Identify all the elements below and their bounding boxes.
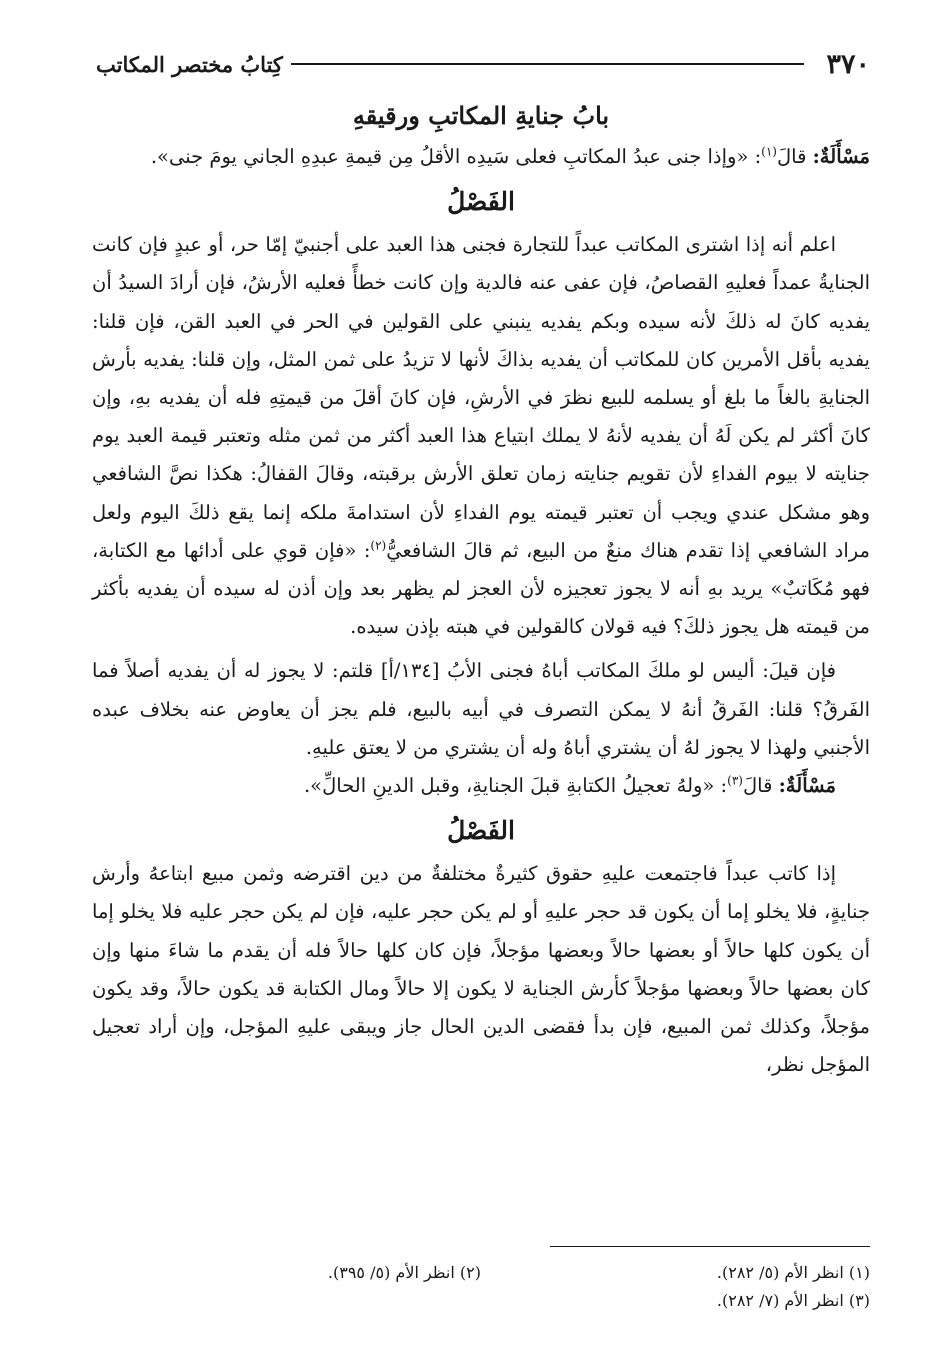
paragraph-2: فإن قيلَ: أليس لو ملكَ المكاتب أباهُ فجنى الأبُ [١٣٤/أ] قلتم: لا يجوز له أن يفديه أصلاً فما الفَرقُ؟ قلنا: الفَرقُ أنهُ لا يمكن التصرف في أبيه بالبيع، فلم يجز أن يعاوض عنه بخلاف عبده الأجنبي ولهذا لا يجوز لهُ أن يشتري أباهُ وله أن يشتري من لا يعتق عليهِ. (92, 659, 870, 759)
footnote-2: (٢) انظر الأم (٥/ ٣٩٥). (327, 1263, 481, 1282)
page-number: ٣٧٠ (826, 48, 870, 80)
masala-1-qala: قالَ (776, 145, 807, 168)
section-title-2: الفَصْلُ (447, 816, 515, 846)
footnote-ref-2: (٢) (370, 538, 387, 553)
footnotes (92, 1246, 870, 1315)
paragraph-1 (92, 226, 870, 646)
book-title: كِتابُ مختصر المكاتب (96, 51, 283, 77)
header-rule (291, 63, 805, 65)
masala-1 (92, 138, 870, 176)
paragraph-3: إذا كاتب عبداً فاجتمعت عليهِ حقوق كثيرةٌ مختلفةٌ من دين اقترضه وثمن مبيع ابتاعهُ وأرش جنايةٍ، فلا يخلو إما أن يكون قد حجر عليهِ أو لم يكن حجر عليه، فإن لم يكن حجر عليه فلا يخلو إما أن يكون كلها حالاً أو بعضها حالاً وبعضها مؤجلاً، فإن كان كلها حالاً فله أن يقدم ما شاءَ منها وإن كان بعضها حالاً وبعضها مؤجلاً كأرش الجناية لا يكون إلا حالاً ومال الكتابة قد يكون حالاً، وقد يكون مؤجلاً، وكذلك ثمن المبيع، فإن بدأ فقضى الدين الحال جاز ويبقى عليهِ المؤجل، وإن أراد تعجيل المؤجل نظر، (92, 862, 870, 1077)
footnote-3: (٣) انظر الأم (٧/ ٢٨٢). (716, 1291, 870, 1310)
paragraph-1-text-b: : «فإن قوي على أدائها مع الكتابة، فهو مُكَاتبٌ» يريد بهِ أنه لا يجوز تعجيزه لأن العجز لم يظهر بعد وإن أذن له سيده أن يفديه بأكثر من قيمته هل يجوز ذلكَ؟ فيه قولان كالقولين في هبته بإذن سيده. (92, 538, 870, 639)
footnote-row-2 (92, 1287, 870, 1315)
masala-2 (92, 767, 870, 805)
masala-1-text: : «وإذا جنى عبدُ المكاتبِ فعلى سَيدِه الأقلُ مِن قيمةِ عبدِهِ الجاني يومَ جنى». (150, 145, 762, 168)
chapter-title: بابُ جنايةِ المكاتبِ ورقيقهِ (352, 101, 610, 130)
masala-2-label: مَسْأَلَةٌ: (778, 774, 836, 798)
paragraph-1-text-a: اعلم أنه إذا اشترى المكاتب عبداً للتجارة فجنى هذا العبد على أجنبيّ إمّا حر، أو عبدٍ فإن كانت الجنايةُ عمداً فعليهِ القصاصُ، فإن عفى عنه فالدية وإن كانت خطأً فعليه الأرشُ، فإن أرادَ السيدُ أن يفديه كانَ له ذلكَ لأنه سيده وبكم يفديه ينبني على القولين في الحر في العبد القن، فإن قلنا: يفديه بأقل الأمرين كان للمكاتب أن يفديه بذاكَ لأنها لا تزيدُ على ثمن المثل، وإن قلنا: يفديه بأرش الجنايةِ بالغاً ما بلغ أو يسلمه للبيع نظرَ في الأرشِ، فإن كانَ أقلَ من قيمتِهِ فله أن يفديه بهِ، وإن كانَ أكثر لم يكن لَهُ أن يفديه لأنهُ لا يملك ابتياع هذا العبد أكثر من ثمن مثله وتعتبر قيمة العبد يوم جنايته لا بيوم الفداءِ لأن تقويم جنايته زمان تعلق الأرش برقبته، وقالَ القفالُ: هكذا نصَّ الشافعي وهو مشكل عندي ويجب أن تعتبر قيمته يوم الفداءِ لأن استدامةَ ملكه إنما يقع ذلكَ اليوم ولعل مراد الشافعي إذا تقدم هناك منعٌ من البيع، ثم قالَ الشافعيُّ (92, 233, 870, 562)
footnote-rule (550, 1246, 870, 1247)
section-title-1: الفَصْلُ (447, 187, 515, 217)
footnote-1: (١) انظر الأم (٥/ ٢٨٢). (716, 1263, 870, 1282)
main-text (92, 96, 870, 1084)
footnote-row-1 (92, 1259, 870, 1287)
footnote-ref-1: (١) (761, 144, 777, 159)
masala-2-qala: قالَ (742, 774, 773, 798)
masala-1-label: مَسْأَلَةٌ: (812, 145, 870, 168)
masala-2-text: : «ولهُ تعجيلُ الكتابةِ قبلَ الجنايةِ، وقبل الدينِ الحالِّ». (303, 774, 728, 798)
footnote-ref-3: (٣) (727, 773, 743, 788)
running-header (96, 44, 870, 84)
